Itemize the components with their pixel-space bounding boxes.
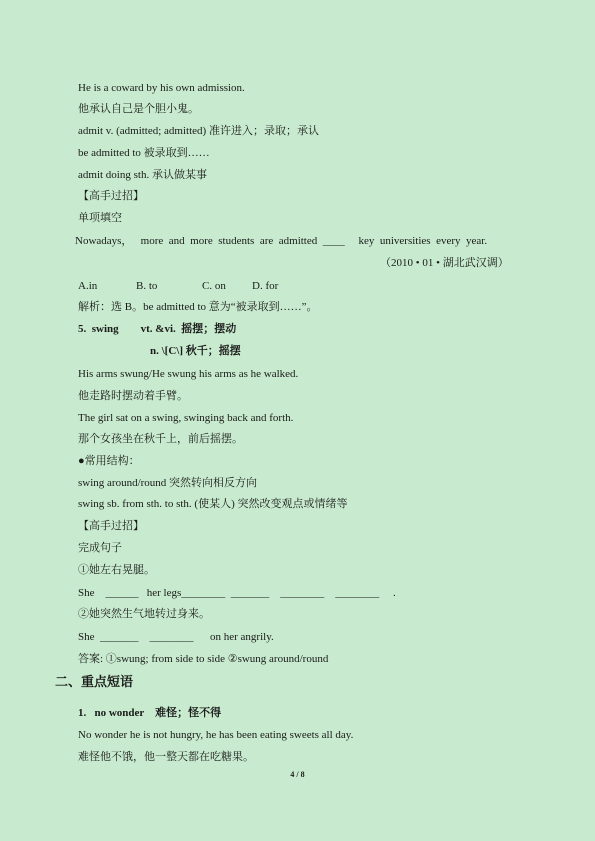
l23: ①她左右晃腿。 xyxy=(78,564,155,576)
l22: 完成句子 xyxy=(78,542,122,554)
l08: Nowadays， more and more students are admitted ____ key universities every year. xyxy=(75,235,488,247)
l29: 1. no wonder 难怪；怪不得 xyxy=(78,707,222,719)
l30: No wonder he is not hungry, he has been eating sweets all day. xyxy=(78,729,354,741)
l07: 单项填空 xyxy=(78,212,122,224)
option-b: B. to xyxy=(136,280,158,292)
l06: 【高手过招】 xyxy=(78,190,144,202)
l25: ②她突然生气地转过身来。 xyxy=(78,608,210,620)
l12: 5. swing vt. &vi. 摇摆；摆动 xyxy=(78,323,237,335)
l31: 难怪他不饿，他一整天都在吃糖果。 xyxy=(78,751,254,763)
l13: n. \[C\] 秋千；摇摆 xyxy=(150,345,241,357)
l02: 他承认自己是个胆小鬼。 xyxy=(78,103,199,115)
option-d: D. for xyxy=(252,280,279,292)
l01: He is a coward by his own admission. xyxy=(78,82,245,94)
option-c: C. on xyxy=(202,280,226,292)
l09: （2010 • 01 • 湖北武汉调） xyxy=(380,257,509,269)
l20: swing sb. from sth. to sth. (使某人) 突然改变观点或情绪等 xyxy=(78,498,348,510)
l27: 答案: ①swung; from side to side ②swung around/round xyxy=(78,653,329,665)
l26: She _______ ________ on her angrily. xyxy=(78,631,274,643)
page-number: 4 / 8 xyxy=(290,770,305,779)
l05: admit doing sth. 承认做某事 xyxy=(78,169,207,181)
l15: 他走路时摆动着手臂。 xyxy=(78,390,188,402)
l18: ●常用结构： xyxy=(78,455,140,467)
l19: swing around/round 突然转向相反方向 xyxy=(78,477,258,489)
l16: The girl sat on a swing, swinging back and forth. xyxy=(78,412,294,424)
options-row xyxy=(78,279,338,293)
l21: 【高手过招】 xyxy=(78,520,144,532)
section-title: 二、重点短语 xyxy=(55,674,134,689)
l17: 那个女孩坐在秋千上，前后摇摆。 xyxy=(78,433,243,445)
option-a: A.in xyxy=(78,280,98,292)
l11: 解析：选 B。be admitted to 意为“被录取到……”。 xyxy=(78,301,318,313)
l24: She ______ her legs________ _______ ________ ________ . xyxy=(78,587,396,599)
l03: admit v. (admitted; admitted) 准许进入；录取；承认 xyxy=(78,125,319,137)
l04: be admitted to 被录取到…… xyxy=(78,147,210,159)
l14: His arms swung/He swung his arms as he walked. xyxy=(78,368,299,380)
